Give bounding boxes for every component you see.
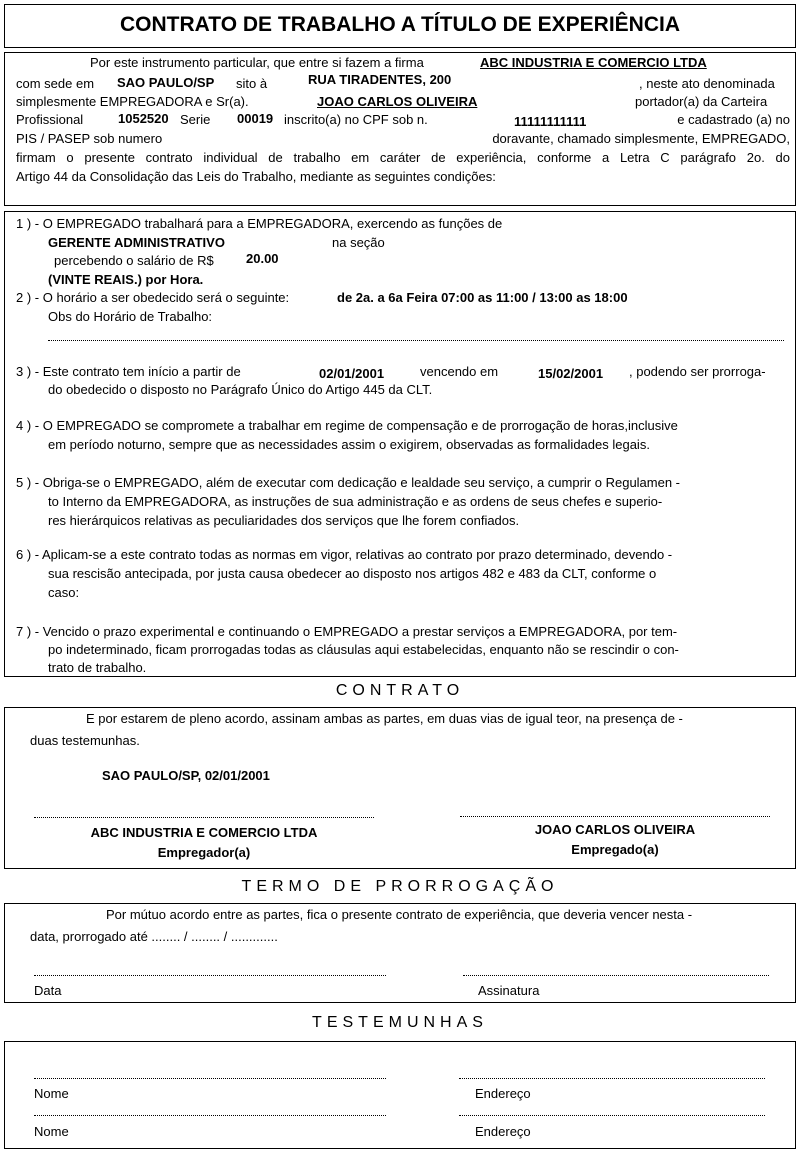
contrato-heading: CONTRATO	[335, 682, 465, 699]
intro-sede-label: com sede em	[16, 76, 95, 91]
employer-signature-name: ABC INDUSTRIA E COMERCIO LTDA	[90, 825, 318, 840]
intro-sito-label: sito à	[236, 76, 268, 91]
prorrogacao-date-line[interactable]	[34, 975, 386, 976]
witness-2-address-label: Endereço	[475, 1124, 531, 1139]
testemunhas-heading: TESTEMUNHAS	[312, 1014, 488, 1031]
intro-serie-label: Serie	[180, 112, 211, 127]
witness-1-address-line[interactable]	[459, 1078, 765, 1079]
intro-line-7: Artigo 44 da Consolidação das Leis do Trabalho, mediante as seguintes condições:	[16, 169, 496, 184]
clause-3-end-date: 15/02/2001	[538, 366, 604, 381]
clause-1-salary: 20.00	[246, 251, 279, 266]
document-title: CONTRATO DE TRABALHO A TÍTULO DE EXPERIÊNCIA	[119, 13, 680, 36]
intro-carteira-label: portador(a) da Carteira	[635, 94, 768, 109]
clause-7-line-3: trato de trabalho.	[48, 660, 147, 675]
prorrogacao-signature-line[interactable]	[463, 975, 769, 976]
clause-1-salary-label: percebendo o salário de R$	[54, 253, 214, 268]
clause-1-role: GERENTE ADMINISTRATIVO	[48, 235, 225, 250]
prorrogacao-heading: TERMO DE PRORROGAÇÃO	[241, 878, 559, 895]
employer-signature-role: Empregador(a)	[157, 845, 251, 860]
clause-5-line-2: to Interno da EMPREGADORA, as instruções de sua administração e as ordens de seus chefes e superio-	[48, 494, 663, 509]
clause-1-salary-words: (VINTE REAIS.) por Hora.	[48, 272, 204, 287]
employee-signature-line[interactable]	[460, 816, 770, 817]
employee-signature-role: Empregado(a)	[571, 842, 659, 857]
clause-3-prorroga: , podendo ser prorroga-	[629, 364, 766, 379]
clause-4-line-1: 4 ) - O EMPREGADO se compromete a trabalhar em regime de compensação e de prorrogação de horas,inclusive	[16, 418, 678, 433]
clause-6-line-1: 6 ) - Aplicam-se a este contrato todas as normas em vigor, relativas ao contrato por prazo determinado, devendo -	[16, 547, 673, 562]
clause-6-line-3: caso:	[48, 585, 80, 600]
employee-signature-name: JOAO CARLOS OLIVEIRA	[534, 822, 696, 837]
clause-3-vencendo-label: vencendo em	[420, 364, 499, 379]
clause-7-line-2: po indeterminado, ficam prorrogadas todas as cláusulas aqui estabelecidas, enquanto não se rescindir o con-	[48, 642, 679, 657]
clause-5-line-3: res hierárquicos relativas as peculiaridades dos serviços que lhe forem confiados.	[48, 513, 520, 528]
clause-3-start-date: 02/01/2001	[319, 366, 385, 381]
clause-2-label: 2 ) - O horário a ser obedecido será o seguinte:	[16, 290, 290, 305]
clause-1-section-label: na seção	[332, 235, 385, 250]
clause-3-line-2: do obedecido o disposto no Parágrafo Único do Artigo 445 da CLT.	[48, 382, 433, 397]
intro-cpf-label: inscrito(a) no CPF sob n.	[284, 112, 428, 127]
witness-1-address-label: Endereço	[475, 1086, 531, 1101]
witness-2-address-line[interactable]	[459, 1115, 765, 1116]
contrato-place-date: SAO PAULO/SP, 02/01/2001	[102, 768, 270, 783]
witness-2-name-label: Nome	[34, 1124, 69, 1139]
clause-1-line-1: 1 ) - O EMPREGADO trabalhará para a EMPREGADORA, exercendo as funções de	[16, 216, 503, 231]
intro-line-1-text: Por este instrumento particular, que entre si fazem a firma	[90, 55, 424, 70]
clause-7-line-1: 7 ) - Vencido o prazo experimental e continuando o EMPREGADO a prestar serviços a EMPREGADORA, por tem-	[16, 624, 678, 639]
company-address: RUA TIRADENTES, 200	[308, 72, 452, 87]
clause-2-schedule: de 2a. a 6a Feira 07:00 as 11:00 / 13:00 as 18:00	[337, 290, 628, 305]
witness-1-name-line[interactable]	[34, 1078, 386, 1079]
prorrogacao-signature-label: Assinatura	[478, 983, 540, 998]
intro-cadastrado-label: e cadastrado (a) no	[677, 112, 790, 127]
employee-name: JOAO CARLOS OLIVEIRA	[317, 94, 478, 109]
clause-4-line-2: em período noturno, sempre que as necessidades assim o exigirem, observadas as formalidades legais.	[48, 437, 650, 452]
company-city: SAO PAULO/SP	[117, 75, 215, 90]
intro-line-3-text: simplesmente EMPREGADORA e Sr(a).	[16, 94, 249, 109]
witness-1-name-label: Nome	[34, 1086, 69, 1101]
clause-2-obs-label: Obs do Horário de Trabalho:	[48, 309, 213, 324]
company-name: ABC INDUSTRIA E COMERCIO LTDA	[480, 55, 707, 70]
prorrogacao-line-2: data, prorrogado até ........ / ........ / .............	[30, 929, 278, 944]
witness-2-name-line[interactable]	[34, 1115, 386, 1116]
intro-line-6: firmam o presente contrato individual de trabalho em caráter de experiência, conforme a Letra C parágrafo 2o. do	[16, 150, 790, 165]
ctps-number: 1052520	[118, 111, 169, 126]
testemunhas-box	[4, 1041, 796, 1149]
prorrogacao-date-label: Data	[34, 983, 62, 998]
clause-5-line-1: 5 ) - Obriga-se o EMPREGADO, além de executar com dedicação e lealdade seu serviço, a cumprir o Regulamen -	[16, 475, 681, 490]
cpf-number: 11111111111	[514, 114, 587, 129]
intro-doravante: doravante, chamado simplesmente, EMPREGADO,	[492, 131, 790, 146]
contrato-line-1: E por estarem de pleno acordo, assinam ambas as partes, em duas vias de igual teor, na presença de -	[86, 711, 683, 726]
clause-3-line-1: 3 ) - Este contrato tem início a partir de	[16, 364, 241, 379]
contrato-line-2: duas testemunhas.	[30, 733, 140, 748]
employer-signature-line[interactable]	[34, 817, 374, 818]
prorrogacao-line-1: Por mútuo acordo entre as partes, fica o presente contrato de experiência, que deveria vencer nesta -	[106, 907, 693, 922]
ctps-serie: 00019	[237, 111, 274, 126]
clause-6-line-2: sua rescisão antecipada, por justa causa obedecer ao disposto nos artigos 482 e 483 da CLT, conforme o	[48, 566, 657, 581]
clause-2-obs-line	[48, 340, 784, 341]
intro-pis-label: PIS / PASEP sob numero	[16, 131, 163, 146]
intro-denominada: , neste ato denominada	[639, 76, 775, 91]
intro-profissional-label: Profissional	[16, 112, 84, 127]
